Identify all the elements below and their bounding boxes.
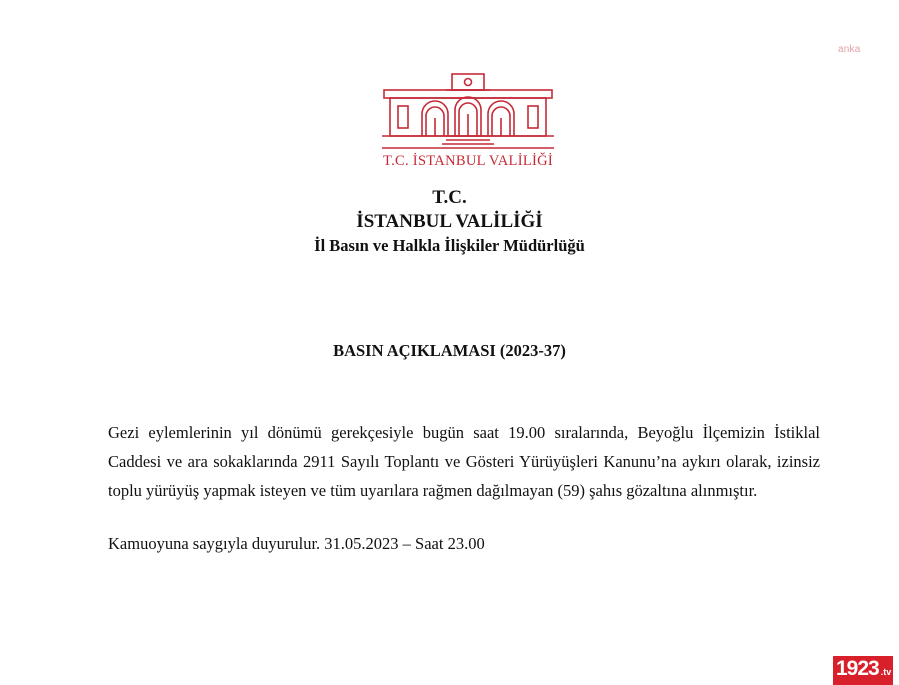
governorship-building-icon	[380, 70, 556, 152]
istanbul-governorship-logo	[380, 70, 556, 174]
press-release-closing: Kamuoyuna saygıyla duyurulur. 31.05.2023 – Saat 23.00	[108, 534, 485, 553]
press-release-title: BASIN AÇIKLAMASI (2023-37)	[333, 341, 566, 360]
channel-logo	[833, 656, 893, 685]
logo-caption: T.C. İSTANBUL VALİLİĞİ	[382, 153, 554, 169]
press-release-body: Gezi eylemlerinin yıl dönümü gerekçesiyle bugün saat 19.00 sıralarında, Beyoğlu İlçemizin İstiklal Caddesi ve ara sokaklarında 2911 Sayılı Toplantı ve Gösteri Yürüyüşleri Kanunu’na aykırı olarak, izinsiz toplu yürüyüş yapmak isteyen ve tüm uyarılara rağmen dağılmayan (59) şahıs gözaltına alınmıştır.	[108, 423, 820, 500]
channel-logo-suffix: .tv	[880, 667, 892, 677]
header-tc: T.C.	[432, 187, 467, 208]
agency-watermark: anka	[838, 44, 861, 55]
header-department: İl Basın ve Halkla İlişkiler Müdürlüğü	[314, 236, 585, 255]
header-governorship: İSTANBUL VALİLİĞİ	[356, 211, 543, 232]
channel-logo-main: 1923	[836, 657, 879, 680]
